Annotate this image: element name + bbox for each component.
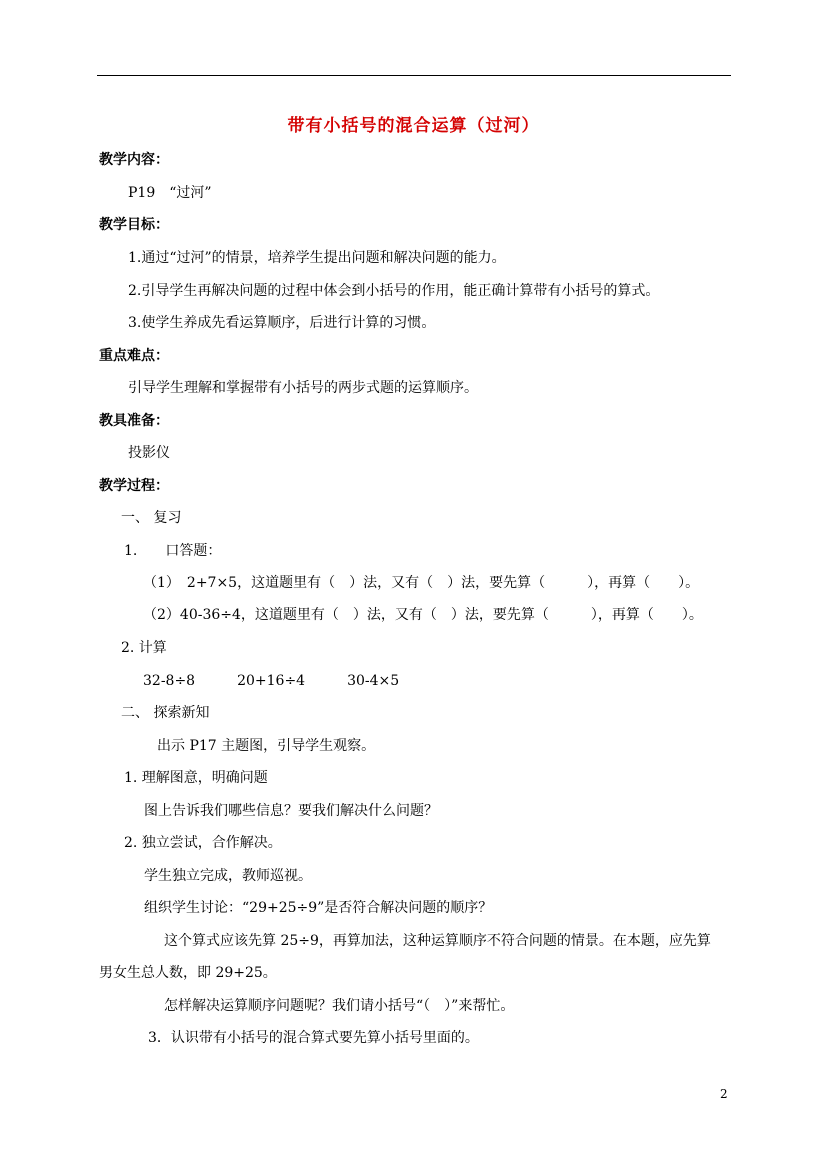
- goal-item-2: 2.引导学生再解决问题的过程中体会到小括号的作用，能正确计算带有小括号的算式。: [128, 283, 660, 299]
- list-item: 1. 口答题：: [124, 543, 222, 559]
- heading-teaching-aids: 教具准备：: [99, 413, 169, 429]
- header-rule: [97, 75, 731, 76]
- text-line: P19 “过河”: [128, 185, 212, 201]
- text-line: 男女生总人数，即 29+25。: [99, 965, 277, 981]
- goal-item-1: 1.通过“过河”的情景，培养学生提出问题和解决问题的能力。: [128, 250, 506, 266]
- list-item: 2. 独立尝试，合作解决。: [124, 835, 282, 851]
- list-item: 1. 理解图意，明确问题: [124, 770, 268, 786]
- question-line-2: （2）40-36÷4，这道题里有（ ）法，又有（ ）法，要先算（ ），再算（ ）。: [143, 607, 703, 623]
- goal-item-3: 3.使学生养成先看运算顺序，后进行计算的习惯。: [128, 315, 436, 331]
- list-item: 3．认识带有小括号的混合算式要先算小括号里面的。: [148, 1030, 479, 1046]
- text-line: 投影仪: [128, 445, 170, 461]
- list-item: 2. 计算: [121, 640, 167, 656]
- text-line: 引导学生理解和掌握带有小括号的两步式题的运算顺序。: [128, 380, 478, 396]
- page-number: 2: [720, 1087, 728, 1101]
- text-line: 学生独立完成，教师巡视。: [144, 868, 312, 884]
- text-line: 组织学生讨论：“29+25÷9”是否符合解决问题的顺序？: [144, 900, 493, 916]
- heading-key-points: 重点难点：: [99, 348, 169, 364]
- section-explore: 二、 探索新知: [121, 705, 210, 721]
- text-line: 图上告诉我们哪些信息？要我们解决什么问题？: [144, 803, 438, 819]
- heading-teaching-content: 教学内容：: [99, 152, 169, 168]
- document-title: 带有小括号的混合运算（过河）: [287, 116, 540, 136]
- calculation-line: 32-8÷8 20+16÷4 30-4×5: [143, 673, 400, 689]
- text-line: 出示 P17 主题图，引导学生观察。: [157, 738, 376, 754]
- heading-teaching-process: 教学过程：: [99, 478, 169, 494]
- text-line: 这个算式应该先算 25÷9，再算加法，这种运算顺序不符合问题的情景。在本题，应先算: [164, 933, 711, 949]
- question-line-1: （1） 2+7×5，这道题里有（ ）法，又有（ ）法，要先算（ ），再算（ ）。: [143, 575, 700, 591]
- text-line: 怎样解决运算顺序问题呢？我们请小括号“（ ）”来帮忙。: [164, 998, 515, 1014]
- heading-teaching-goals: 教学目标：: [99, 217, 169, 233]
- section-review: 一、 复习: [121, 510, 182, 526]
